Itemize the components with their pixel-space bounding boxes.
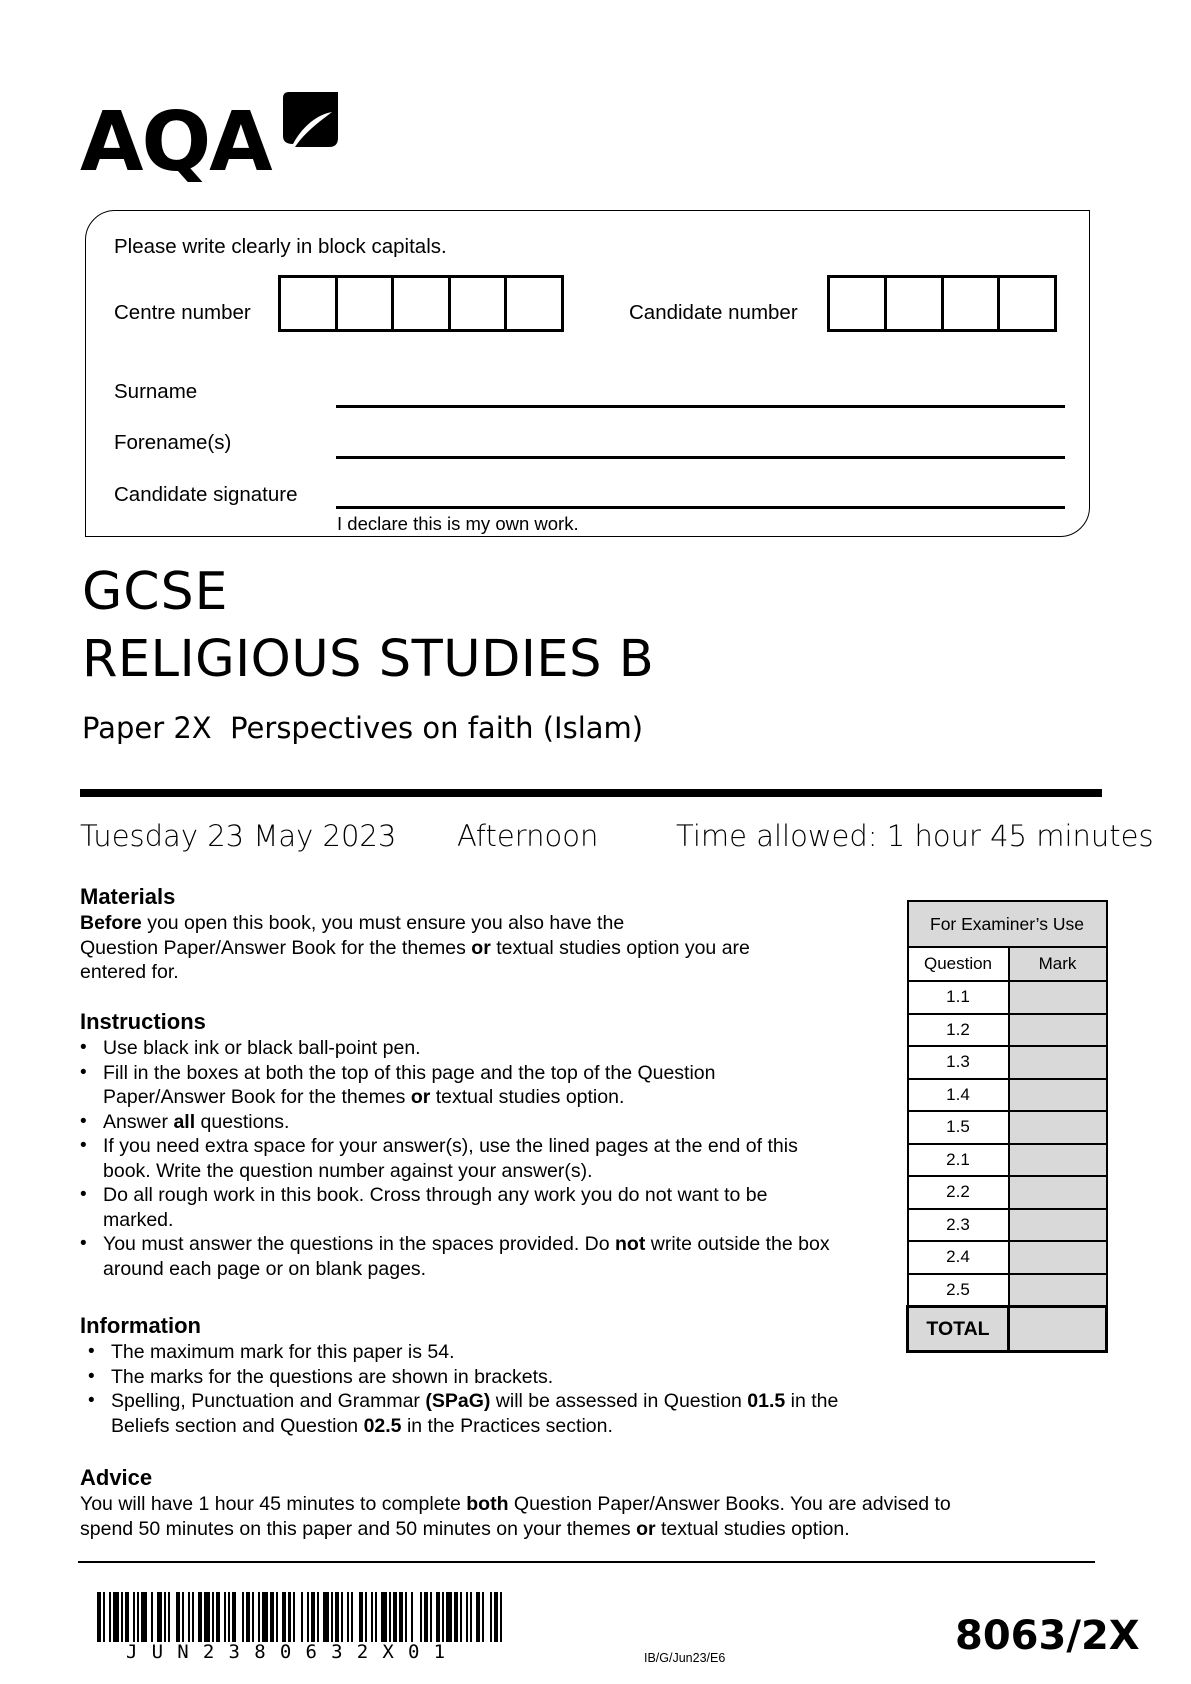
materials-text bbox=[80, 911, 840, 985]
signature-input[interactable] bbox=[336, 481, 1064, 507]
declaration-text: I declare this is my own work. bbox=[337, 513, 579, 534]
question-number: 2.5 bbox=[908, 1274, 1009, 1307]
information-list-wrap bbox=[88, 1340, 858, 1438]
emphasis-text: both bbox=[466, 1493, 509, 1515]
materials-heading: Materials bbox=[80, 884, 176, 909]
text-run: in the Practices section. bbox=[401, 1414, 613, 1437]
text-line bbox=[80, 960, 840, 985]
text-run: Spelling, Punctuation and Grammar bbox=[111, 1390, 426, 1412]
advice-heading: Advice bbox=[80, 1465, 153, 1490]
mark-cell[interactable] bbox=[1009, 1014, 1107, 1047]
advice-text bbox=[80, 1492, 1100, 1541]
text-run: entered for. bbox=[80, 961, 179, 983]
block-capitals-instruction: Please write clearly in block capitals. bbox=[114, 235, 447, 258]
total-row bbox=[908, 1307, 1107, 1352]
header-rule bbox=[80, 789, 1102, 797]
information-list bbox=[88, 1340, 858, 1438]
text-run: write outside the box around each page or on blank pages. bbox=[103, 1233, 830, 1280]
barcode bbox=[97, 1592, 507, 1642]
text-run: questions. bbox=[195, 1110, 290, 1133]
surname-label: Surname bbox=[114, 380, 198, 403]
paper-title: Paper 2X Perspectives on faith (Islam) bbox=[82, 711, 644, 745]
signature-label: Candidate signature bbox=[114, 483, 298, 506]
time-allowed: Time allowed: 1 hour 45 minutes bbox=[676, 819, 1154, 853]
text-run: textual studies option. bbox=[430, 1086, 625, 1108]
instructions-list-wrap bbox=[80, 1036, 840, 1281]
text-run: Use black ink or black ball-point pen. bbox=[103, 1037, 421, 1059]
mark-cell[interactable] bbox=[1009, 1079, 1107, 1112]
centre-number-digit-box[interactable] bbox=[507, 278, 561, 329]
information-heading: Information bbox=[80, 1313, 201, 1338]
list-item bbox=[80, 1232, 840, 1281]
barcode-text: JUN2380632X01 bbox=[126, 1641, 460, 1663]
exam-date: Tuesday 23 May 2023 bbox=[80, 819, 397, 853]
table-row bbox=[908, 1209, 1107, 1242]
paper-code: 8063/2X bbox=[955, 1613, 1140, 1659]
candidate-number-digit-box[interactable] bbox=[830, 278, 887, 329]
question-number: 2.3 bbox=[908, 1209, 1009, 1242]
emphasis-text: or bbox=[636, 1517, 656, 1540]
instructions-heading: Instructions bbox=[80, 1009, 206, 1034]
centre-number-label: Centre number bbox=[114, 301, 251, 324]
text-run: You must answer the questions in the spaces provided. Do bbox=[103, 1233, 615, 1255]
question-column-header: Question bbox=[908, 947, 1009, 981]
mark-cell[interactable] bbox=[1009, 1144, 1107, 1177]
candidate-number-digit-box[interactable] bbox=[1000, 278, 1054, 329]
list-item bbox=[88, 1389, 858, 1438]
question-number: 1.1 bbox=[908, 981, 1009, 1014]
text-run: The marks for the questions are shown in brackets. bbox=[111, 1365, 554, 1388]
signature-line bbox=[336, 506, 1065, 509]
text-run: Answer bbox=[103, 1110, 174, 1133]
text-run: will be assessed in Question bbox=[490, 1390, 748, 1412]
list-item bbox=[80, 1061, 840, 1110]
mark-cell[interactable] bbox=[1009, 1241, 1107, 1274]
text-run: You will have 1 hour 45 minutes to complete bbox=[80, 1493, 467, 1515]
emphasis-text: not bbox=[615, 1233, 646, 1255]
surname-input[interactable] bbox=[336, 380, 1064, 406]
document-reference: IB/G/Jun23/E6 bbox=[644, 1651, 726, 1665]
list-item bbox=[80, 1036, 840, 1061]
question-number: 2.1 bbox=[908, 1144, 1009, 1177]
examiners-use-title: For Examiner’s Use bbox=[908, 901, 1107, 947]
candidate-number-input[interactable] bbox=[827, 275, 1057, 332]
table-row bbox=[908, 1274, 1107, 1307]
question-number: 1.5 bbox=[908, 1111, 1009, 1144]
list-item bbox=[80, 1134, 840, 1183]
mark-cell[interactable] bbox=[1009, 1176, 1107, 1209]
table-row bbox=[908, 1144, 1107, 1177]
table-row bbox=[908, 1111, 1107, 1144]
barcode-space bbox=[502, 1592, 506, 1642]
forenames-input[interactable] bbox=[336, 431, 1064, 457]
text-run: textual studies option. bbox=[655, 1517, 850, 1540]
emphasis-text: 02.5 bbox=[363, 1414, 402, 1437]
total-mark-cell[interactable] bbox=[1009, 1307, 1107, 1352]
mark-cell[interactable] bbox=[1009, 1046, 1107, 1079]
text-line bbox=[80, 936, 840, 961]
emphasis-text: or bbox=[471, 936, 491, 959]
table-row bbox=[908, 1046, 1107, 1079]
surname-line bbox=[336, 405, 1065, 408]
mark-column-header: Mark bbox=[1009, 947, 1107, 981]
text-run: textual studies option you are bbox=[490, 936, 750, 959]
text-run: Question Paper/Answer Books. You are advised to bbox=[508, 1493, 951, 1515]
list-item bbox=[80, 1183, 840, 1232]
table-row bbox=[908, 1241, 1107, 1274]
table-row bbox=[908, 1014, 1107, 1047]
table-row bbox=[908, 981, 1107, 1014]
qualification-title: GCSE bbox=[82, 562, 229, 622]
list-item bbox=[88, 1365, 858, 1390]
list-item bbox=[88, 1340, 858, 1365]
centre-number-input[interactable] bbox=[278, 275, 564, 332]
candidate-number-digit-box[interactable] bbox=[944, 278, 1001, 329]
text-run: you open this book, you must ensure you also have the bbox=[141, 912, 625, 934]
text-run: The maximum mark for this paper is 54. bbox=[111, 1341, 455, 1363]
centre-number-digit-box[interactable] bbox=[338, 278, 395, 329]
table-row bbox=[908, 1176, 1107, 1209]
text-line bbox=[80, 911, 840, 936]
text-run: Fill in the boxes at both the top of this page and the top of the Question Paper/Answer Book for the themes bbox=[103, 1061, 716, 1108]
subject-title: RELIGIOUS STUDIES B bbox=[82, 630, 655, 689]
exam-session: Afternoon bbox=[457, 819, 599, 853]
centre-number-digit-box[interactable] bbox=[451, 278, 508, 329]
centre-number-digit-box[interactable] bbox=[281, 278, 338, 329]
emphasis-text: Before bbox=[80, 912, 142, 934]
emphasis-text: all bbox=[173, 1110, 196, 1133]
candidate-number-digit-box[interactable] bbox=[887, 278, 944, 329]
leaf-icon bbox=[283, 92, 338, 147]
question-number: 1.3 bbox=[908, 1046, 1009, 1079]
forenames-line bbox=[336, 456, 1065, 459]
emphasis-text: (SPaG) bbox=[425, 1390, 491, 1412]
mark-cell[interactable] bbox=[1009, 1111, 1107, 1144]
footer-rule bbox=[78, 1561, 1095, 1563]
text-run: in the Beliefs section and Question bbox=[111, 1390, 839, 1437]
mark-cell[interactable] bbox=[1009, 981, 1107, 1014]
emphasis-text: or bbox=[410, 1086, 431, 1108]
mark-cell[interactable] bbox=[1009, 1274, 1107, 1307]
text-line bbox=[80, 1492, 1100, 1517]
examiners-use-table bbox=[906, 900, 1108, 1353]
text-line bbox=[80, 1517, 1100, 1542]
text-run: spend 50 minutes on this paper and 50 minutes on your themes bbox=[80, 1517, 637, 1540]
text-run: Question Paper/Answer Book for the themes bbox=[80, 936, 472, 959]
question-number: 2.4 bbox=[908, 1241, 1009, 1274]
text-run: If you need extra space for your answer(s), use the lined pages at the end of this book. Write the question number against your answer(s). bbox=[103, 1135, 798, 1182]
total-label: TOTAL bbox=[908, 1307, 1009, 1352]
list-item bbox=[80, 1110, 840, 1135]
emphasis-text: 01.5 bbox=[747, 1390, 786, 1412]
question-number: 1.4 bbox=[908, 1079, 1009, 1112]
mark-cell[interactable] bbox=[1009, 1209, 1107, 1242]
question-number: 2.2 bbox=[908, 1176, 1009, 1209]
instructions-list bbox=[80, 1036, 840, 1281]
centre-number-digit-box[interactable] bbox=[394, 278, 451, 329]
aqa-logo bbox=[80, 92, 340, 190]
question-number: 1.2 bbox=[908, 1014, 1009, 1047]
text-run: Do all rough work in this book. Cross through any work you do not want to be marked. bbox=[103, 1184, 768, 1231]
table-row bbox=[908, 1079, 1107, 1112]
forenames-label: Forename(s) bbox=[114, 431, 232, 454]
candidate-number-label: Candidate number bbox=[629, 301, 798, 324]
logo-text: AQA bbox=[80, 95, 271, 190]
